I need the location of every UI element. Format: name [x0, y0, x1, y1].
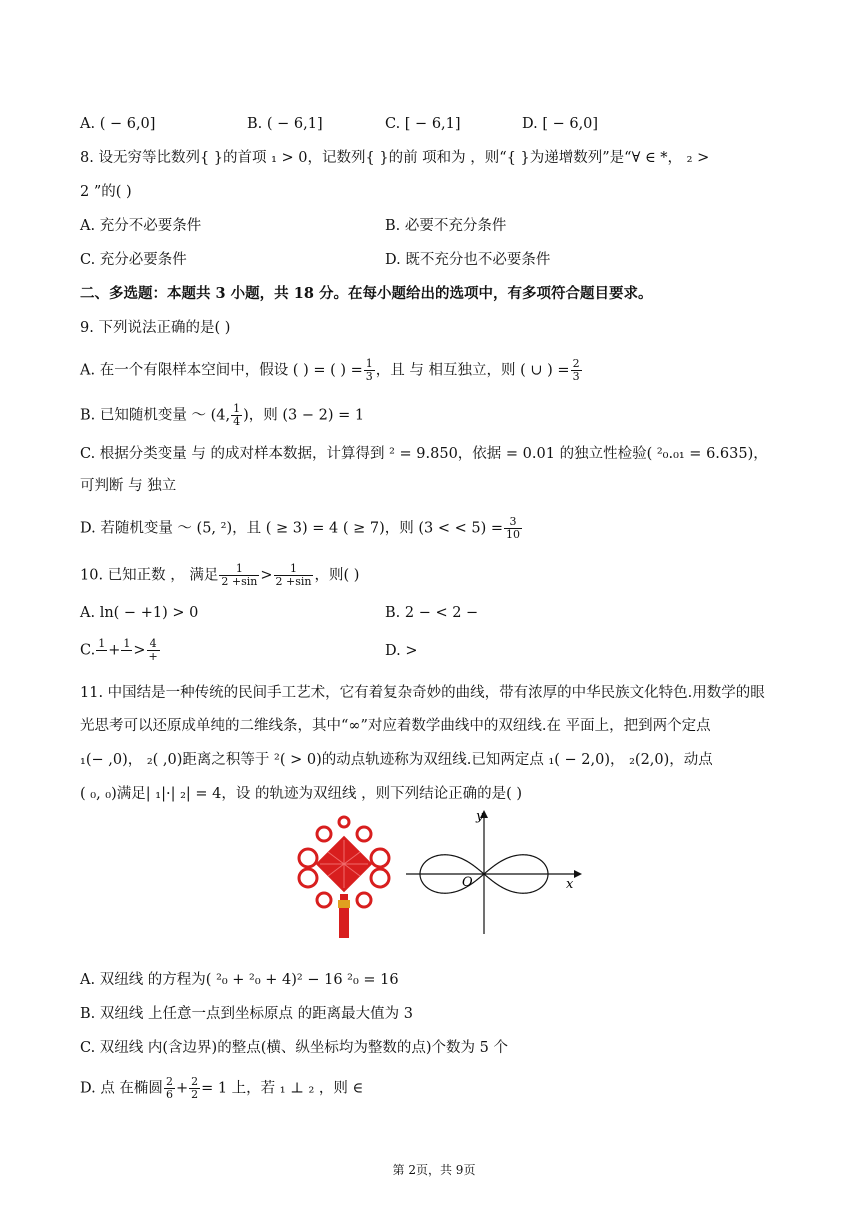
q7-option-d: D. [ − 6,0]: [522, 116, 599, 132]
q9-option-c-line2: 可判断 与 独立: [80, 478, 177, 494]
fraction: [364, 358, 375, 383]
q9-a-text: A. 在一个有限样本空间中，假设 ( ) = ( ) =: [80, 362, 363, 379]
fraction: [274, 563, 314, 588]
chinese-knot-image: [288, 812, 400, 938]
q11-option-b: B. 双纽线 上任意一点到坐标原点 的距离最大值为 3: [80, 1006, 413, 1022]
fraction-denominator: 3: [365, 370, 373, 383]
q10-stem: [80, 563, 359, 588]
q11-option-c: C. 双纽线 内(含边界)的整点(横、纵坐标均为整数的点)个数为 5 个: [80, 1040, 508, 1056]
q11-stem-line3: ₁(− ,0)， ₂( ,0)距离之积等于 ²( > 0)的动点轨迹称为双纽线.已知两定点 ₁( − 2,0)， ₂(2,0)，动点: [80, 752, 713, 768]
fraction-numerator: 1: [219, 563, 259, 576]
q9-a-text-mid: ，且 与 相互独立，则 ( ∪ ) =: [375, 362, 570, 379]
fraction-numerator: 1: [98, 637, 106, 650]
q9-b-text-post: )，则 (3 − 2) = 1: [243, 407, 365, 424]
fraction: [504, 516, 522, 541]
fraction-denominator: 3: [572, 370, 580, 383]
greater-than: >: [133, 642, 146, 659]
q10-option-b: B. 2 − < 2 −: [385, 605, 479, 621]
q11-option-d: [80, 1076, 363, 1101]
q7-option-a: A. ( − 6,0]: [80, 116, 156, 132]
q11-stem-line4: ( ₀, ₀)满足| ₁|·| ₂| = 4，设 的轨迹为双纽线 ，则下列结论正确的是( ): [80, 786, 522, 802]
fraction: [96, 638, 107, 663]
fraction-numerator: 1: [365, 357, 373, 370]
q8-option-a: A. 充分不必要条件: [80, 218, 202, 234]
fraction-denominator: 6: [165, 1088, 173, 1101]
q10-option-a: A. ln( − +1) > 0: [80, 605, 199, 621]
page-footer: 第 2页，共 9页: [392, 1163, 476, 1177]
fraction: [164, 1076, 175, 1101]
fraction-denominator: +: [148, 650, 158, 663]
q11-d-text-post: = 1 上，若 ₁ ⊥ ₂ ，则 ∈: [201, 1080, 364, 1097]
q8-option-b: B. 必要不充分条件: [385, 218, 507, 234]
origin-label: O: [462, 875, 473, 890]
q7-option-b: B. ( − 6,1]: [247, 116, 323, 132]
q9-option-b: [80, 403, 364, 428]
q10-stem-text: 10. 已知正数 ， 满足: [80, 567, 219, 584]
section-heading: 二、多选题：本题共 3 小题，共 18 分。在每小题给出的选项中，有多项符合题目要求。: [80, 285, 653, 302]
q10-stem-post: ，则( ): [314, 567, 360, 584]
q9-option-c-line1: C. 根据分类变量 与 的成对样本数据，计算得到 ² = 9.850，依据 = 0.01 的独立性检验( ²₀.₀₁ = 6.635)，: [80, 446, 768, 462]
fraction: [147, 638, 160, 663]
fraction-denominator: 10: [506, 528, 520, 541]
fraction: [189, 1076, 200, 1101]
fraction-numerator: 2: [191, 1075, 199, 1088]
greater-than: >: [260, 567, 273, 584]
fraction-numerator: 1: [274, 563, 314, 576]
q9-b-text: B. 已知随机变量 ～ (4,: [80, 407, 231, 424]
q8-stem-line2: 2 ”的( ): [80, 184, 132, 200]
fraction: [231, 403, 242, 428]
q10-option-d: D. >: [385, 643, 418, 659]
q10-option-c: [80, 638, 161, 663]
fraction-numerator: 4: [147, 638, 160, 651]
y-axis-label: y: [476, 809, 484, 824]
fraction: [219, 563, 259, 588]
fraction-numerator: 2: [572, 357, 580, 370]
q9-option-a: [80, 358, 583, 383]
x-axis-label: x: [566, 877, 574, 892]
q8-option-c: C. 充分必要条件: [80, 252, 187, 268]
fraction-denominator: [96, 651, 107, 663]
x-axis-arrow-icon: [574, 870, 582, 878]
q11-d-text: D. 点 在椭圆: [80, 1080, 163, 1097]
q9-d-text: D. 若随机变量 ～ (5, ²)，且 ( ≥ 3) = 4 ( ≥ 7)，则 (3 < < 5) =: [80, 520, 503, 537]
fraction: [571, 358, 582, 383]
fraction-numerator: 1: [123, 637, 131, 650]
q9-stem: 9. 下列说法正确的是( ): [80, 320, 231, 336]
q11-stem-line2: 光思考可以还原成单纯的二维线条，其中“∞”对应着数学曲线中的双纽线.在 平面上，把到两个定点: [80, 718, 711, 734]
q8-stem-line1: 8. 设无穷等比数列{ }的首项 ₁ > 0，记数列{ }的前 项和为 ，则“{ }为递增数列”是“∀ ∈ *， ₂ >: [80, 150, 710, 166]
q7-option-c: C. [ − 6,1]: [385, 116, 461, 132]
plus: +: [175, 1080, 189, 1097]
fraction: [121, 638, 132, 663]
fraction-denominator: 2: [191, 1088, 199, 1101]
fraction-denominator: 2 +sin: [221, 575, 258, 588]
fraction-denominator: [121, 651, 132, 663]
lemniscate-diagram: [400, 806, 590, 936]
q11-stem-line1: 11. 中国结是一种传统的民间手工艺术，它有着复杂奇妙的曲线，带有浓厚的中华民族文化特色.用数学的眼: [80, 685, 765, 701]
fraction-denominator: 2 +sin: [275, 575, 312, 588]
fraction-denominator: 4: [233, 415, 241, 428]
q8-option-d: D. 既不充分也不必要条件: [385, 252, 551, 268]
fraction-numerator: 1: [233, 402, 241, 415]
q11-option-a: A. 双纽线 的方程为( ²₀ + ²₀ + 4)² − 16 ²₀ = 16: [80, 972, 399, 988]
q10-c-label: C.: [80, 642, 96, 659]
fraction-numerator: 2: [165, 1075, 173, 1088]
fraction-numerator: 3: [504, 516, 522, 529]
plus: +: [108, 642, 121, 659]
q9-option-d: [80, 516, 523, 541]
